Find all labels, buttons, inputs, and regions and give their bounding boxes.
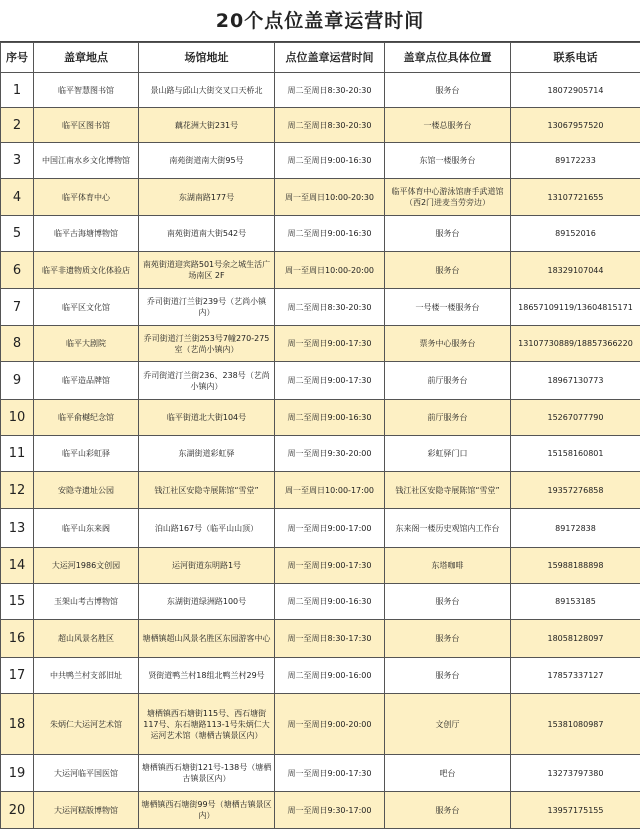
- row-location: 服务台: [385, 252, 511, 289]
- row-hours: 周一至周日9:30-20:00: [275, 436, 385, 472]
- table-row: [1, 289, 640, 326]
- row-phone: 13273797380: [511, 755, 640, 792]
- row-location: 前厅服务台: [385, 400, 511, 436]
- row-address: 运河街道东明路1号: [139, 548, 275, 584]
- row-hours: 周二至周日9:00-16:30: [275, 400, 385, 436]
- row-index: 10: [1, 400, 34, 436]
- row-place: 大运河临平国医馆: [34, 755, 139, 792]
- row-phone: 18967130773: [511, 362, 640, 400]
- row-location: 服务台: [385, 658, 511, 694]
- row-phone: 89153185: [511, 584, 640, 620]
- row-place: 临平俞樾纪念馆: [34, 400, 139, 436]
- row-place: 超山风景名胜区: [34, 620, 139, 658]
- row-address: 临平街道北大街104号: [139, 400, 275, 436]
- row-location: 服务台: [385, 216, 511, 252]
- header-place: 盖章地点: [34, 43, 139, 73]
- row-phone: 19357276858: [511, 472, 640, 509]
- row-location: 彩虹驿门口: [385, 436, 511, 472]
- row-phone: 15158160801: [511, 436, 640, 472]
- row-hours: 周二至周日8:30-20:30: [275, 73, 385, 108]
- row-place: 临平体育中心: [34, 179, 139, 216]
- row-phone: 89172838: [511, 509, 640, 548]
- row-address: 南苑街道南大街95号: [139, 143, 275, 179]
- row-location: 服务台: [385, 584, 511, 620]
- row-place: 朱炳仁大运河艺术馆: [34, 694, 139, 755]
- row-index: 1: [1, 73, 34, 108]
- row-hours: 周一至周日10:00-20:30: [275, 179, 385, 216]
- row-hours: 周一至周日10:00-20:00: [275, 252, 385, 289]
- row-location: 吧台: [385, 755, 511, 792]
- row-index: 11: [1, 436, 34, 472]
- row-location: 一楼总服务台: [385, 108, 511, 143]
- row-index: 3: [1, 143, 34, 179]
- table-row: [1, 73, 640, 108]
- table-header-row: [1, 43, 640, 73]
- table-row: [1, 620, 640, 658]
- row-address: 景山路与邱山大街交叉口天桥北: [139, 73, 275, 108]
- row-place: 中共鸭兰村支部旧址: [34, 658, 139, 694]
- header-address: 场馆地址: [139, 43, 275, 73]
- row-address: 东湖街道绿洲路100号: [139, 584, 275, 620]
- row-place: 临平大剧院: [34, 326, 139, 362]
- row-location: 票务中心服务台: [385, 326, 511, 362]
- row-hours: 周二至周日9:00-16:30: [275, 216, 385, 252]
- row-index: 19: [1, 755, 34, 792]
- row-address: 东湖南路177号: [139, 179, 275, 216]
- row-phone: 13107730889/18857366220: [511, 326, 640, 362]
- row-phone: 13107721655: [511, 179, 640, 216]
- row-place: 临平古海塘博物馆: [34, 216, 139, 252]
- row-location: 一号楼一楼服务台: [385, 289, 511, 326]
- table-row: [1, 216, 640, 252]
- row-hours: 周一至周日9:00-17:30: [275, 326, 385, 362]
- row-phone: 15267077790: [511, 400, 640, 436]
- table-row: [1, 143, 640, 179]
- row-index: 18: [1, 694, 34, 755]
- row-index: 5: [1, 216, 34, 252]
- row-index: 12: [1, 472, 34, 509]
- row-place: 临平区文化馆: [34, 289, 139, 326]
- row-place: 玉架山考古博物馆: [34, 584, 139, 620]
- table-row: [1, 792, 640, 829]
- row-index: 14: [1, 548, 34, 584]
- row-address: 南苑街道迎宾路501号余之城生活广场南区 2F: [139, 252, 275, 289]
- row-phone: 18058128097: [511, 620, 640, 658]
- row-hours: 周二至周日9:00-16:30: [275, 143, 385, 179]
- table-row: [1, 252, 640, 289]
- row-phone: 89152016: [511, 216, 640, 252]
- row-address: 塘栖镇西石塘街115号、西石塘街117号、东石塘路113-1号朱炳仁大运河艺术馆（塘栖古镇景区内）: [139, 694, 275, 755]
- table-row: [1, 108, 640, 143]
- row-address: 乔司街道汀兰街253号7幢270-275室（艺尚小镇内）: [139, 326, 275, 362]
- row-hours: 周一至周日9:00-17:00: [275, 509, 385, 548]
- row-address: 乔司街道汀兰街239号（艺尚小镇内）: [139, 289, 275, 326]
- row-location: 临平体育中心游泳馆唐手武道馆（西2门进麦当劳旁边）: [385, 179, 511, 216]
- row-index: 16: [1, 620, 34, 658]
- table-row: [1, 362, 640, 400]
- row-index: 4: [1, 179, 34, 216]
- row-address: 东湖街道彩虹驿: [139, 436, 275, 472]
- row-hours: 周一至周日9:00-20:00: [275, 694, 385, 755]
- row-address: 钱江社区安隐寺展陈馆“雪堂”: [139, 472, 275, 509]
- row-location: 钱江社区安隐寺展陈馆“雪堂”: [385, 472, 511, 509]
- row-phone: 18072905714: [511, 73, 640, 108]
- table-row: [1, 509, 640, 548]
- schedule-table: [0, 42, 640, 829]
- table-row: [1, 548, 640, 584]
- row-phone: 13957175155: [511, 792, 640, 829]
- row-index: 9: [1, 362, 34, 400]
- row-phone: 15381080987: [511, 694, 640, 755]
- row-location: 文创厅: [385, 694, 511, 755]
- row-phone: 17857337127: [511, 658, 640, 694]
- row-location: 前厅服务台: [385, 362, 511, 400]
- row-address: 南苑街道南大街542号: [139, 216, 275, 252]
- row-hours: 周一至周日9:00-17:30: [275, 755, 385, 792]
- row-hours: 周一至周日8:30-17:30: [275, 620, 385, 658]
- row-address: 藕花洲大街231号: [139, 108, 275, 143]
- row-place: 临平山东来阁: [34, 509, 139, 548]
- row-index: 8: [1, 326, 34, 362]
- row-phone: 18329107044: [511, 252, 640, 289]
- table-row: [1, 472, 640, 509]
- row-index: 13: [1, 509, 34, 548]
- header-location: 盖章点位具体位置: [385, 43, 511, 73]
- row-place: 临平山彩虹驿: [34, 436, 139, 472]
- table-row: [1, 694, 640, 755]
- row-location: 服务台: [385, 620, 511, 658]
- row-index: 7: [1, 289, 34, 326]
- row-location: 服务台: [385, 792, 511, 829]
- row-address: 贤街道鸭兰村18组北鸭兰村29号: [139, 658, 275, 694]
- row-place: 安隐寺遗址公园: [34, 472, 139, 509]
- row-hours: 周一至周日10:00-17:00: [275, 472, 385, 509]
- page-title: 20个点位盖章运营时间: [0, 0, 640, 42]
- row-address: 塘栖镇西石塘街121号-138号（塘栖古镇景区内）: [139, 755, 275, 792]
- row-place: 临平区图书馆: [34, 108, 139, 143]
- row-hours: 周一至周日9:00-17:30: [275, 548, 385, 584]
- row-hours: 周二至周日9:00-17:30: [275, 362, 385, 400]
- row-address: 泊山路167号（临平山山顶）: [139, 509, 275, 548]
- row-phone: 13067957520: [511, 108, 640, 143]
- row-hours: 周二至周日9:00-16:30: [275, 584, 385, 620]
- header-hours: 点位盖章运营时间: [275, 43, 385, 73]
- row-place: 大运河糕版博物馆: [34, 792, 139, 829]
- row-hours: 周二至周日8:30-20:30: [275, 108, 385, 143]
- row-address: 塘栖镇超山风景名胜区东园游客中心: [139, 620, 275, 658]
- row-location: 东来阁一楼历史观馆内工作台: [385, 509, 511, 548]
- table-row: [1, 400, 640, 436]
- row-location: 服务台: [385, 73, 511, 108]
- row-place: 中国江南水乡文化博物馆: [34, 143, 139, 179]
- header-phone: 联系电话: [511, 43, 640, 73]
- row-location: 东塔咖啡: [385, 548, 511, 584]
- row-phone: 18657109119/13604815171: [511, 289, 640, 326]
- row-phone: 15988188898: [511, 548, 640, 584]
- row-index: 20: [1, 792, 34, 829]
- row-place: 大运河1986文创园: [34, 548, 139, 584]
- row-hours: 周一至周日9:30-17:00: [275, 792, 385, 829]
- row-place: 临平非遗物质文化体验店: [34, 252, 139, 289]
- row-hours: 周二至周日9:00-16:00: [275, 658, 385, 694]
- row-hours: 周二至周日8:30-20:30: [275, 289, 385, 326]
- row-index: 6: [1, 252, 34, 289]
- row-index: 17: [1, 658, 34, 694]
- header-index: 序号: [1, 43, 34, 73]
- row-location: 东馆一楼服务台: [385, 143, 511, 179]
- row-place: 临平智慧图书馆: [34, 73, 139, 108]
- row-place: 临平造品牌馆: [34, 362, 139, 400]
- table-row: [1, 436, 640, 472]
- table-row: [1, 658, 640, 694]
- row-phone: 89172233: [511, 143, 640, 179]
- table-row: [1, 584, 640, 620]
- row-index: 15: [1, 584, 34, 620]
- table-row: [1, 326, 640, 362]
- row-address: 塘栖镇西石塘街99号（塘栖古镇景区内）: [139, 792, 275, 829]
- row-index: 2: [1, 108, 34, 143]
- table-row: [1, 755, 640, 792]
- row-address: 乔司街道汀兰街236、238号（艺尚小镇内）: [139, 362, 275, 400]
- table-row: [1, 179, 640, 216]
